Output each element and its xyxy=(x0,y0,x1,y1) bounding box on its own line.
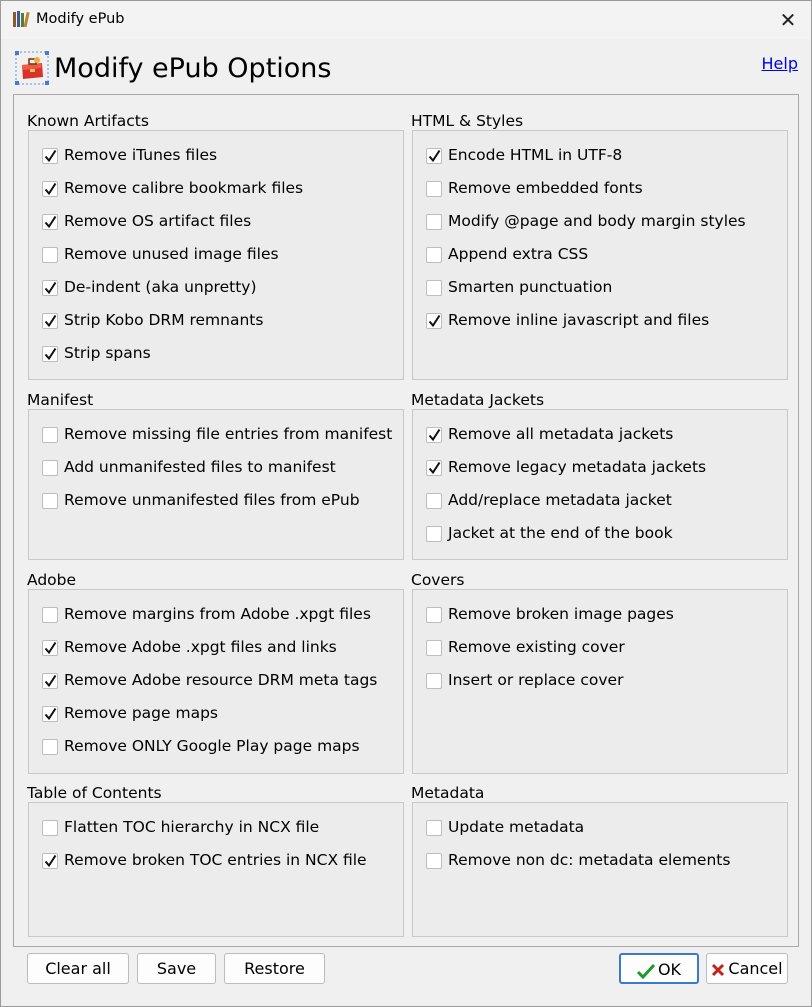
checkbox-label: Append extra CSS xyxy=(448,245,589,263)
checkbox[interactable] xyxy=(42,427,58,443)
books-icon xyxy=(12,10,30,28)
checkbox[interactable] xyxy=(42,673,58,689)
checkbox[interactable] xyxy=(426,427,442,443)
checkbox[interactable] xyxy=(426,148,442,164)
x-icon xyxy=(711,963,725,977)
checkbox[interactable] xyxy=(426,853,442,869)
checkbox-label: Remove OS artifact files xyxy=(64,212,252,230)
checkbox-label: De-indent (aka unpretty) xyxy=(64,278,257,296)
checkbox[interactable] xyxy=(426,214,442,230)
checkbox-label: Remove broken image pages xyxy=(448,605,674,623)
checkbox-label: Remove Adobe resource DRM meta tags xyxy=(64,671,378,689)
checkbox-label: Remove missing file entries from manifest xyxy=(64,425,393,443)
checkbox-label: Remove unused image files xyxy=(64,245,279,263)
checkbox-label: Remove iTunes files xyxy=(64,146,218,164)
checkbox[interactable] xyxy=(42,313,58,329)
window-title: Modify ePub xyxy=(36,11,125,27)
checkbox-label: Smarten punctuation xyxy=(448,278,613,296)
checkbox-label: Jacket at the end of the book xyxy=(448,524,673,542)
checkbox[interactable] xyxy=(426,493,442,509)
checkbox-label: Update metadata xyxy=(448,818,585,836)
checkbox[interactable] xyxy=(426,280,442,296)
cancel-button[interactable] xyxy=(706,953,788,984)
checkbox[interactable] xyxy=(42,346,58,362)
checkbox-label: Add/replace metadata jacket xyxy=(448,491,672,509)
checkbox[interactable] xyxy=(426,247,442,263)
group-title-toc: Table of Contents xyxy=(27,784,162,802)
checkbox[interactable] xyxy=(426,526,442,542)
ok-button[interactable] xyxy=(619,953,699,984)
checkbox[interactable] xyxy=(42,640,58,656)
cancel-label: Cancel xyxy=(728,959,783,978)
checkbox-label: Remove Adobe .xpgt files and links xyxy=(64,638,337,656)
save-button[interactable]: Save xyxy=(137,953,216,984)
checkbox[interactable] xyxy=(42,706,58,722)
checkbox-label: Remove inline javascript and files xyxy=(448,311,710,329)
checkbox[interactable] xyxy=(42,148,58,164)
checkbox-label: Remove page maps xyxy=(64,704,218,722)
checkbox-label: Insert or replace cover xyxy=(448,671,624,689)
checkbox-label: Remove margins from Adobe .xpgt files xyxy=(64,605,371,623)
checkbox-label: Encode HTML in UTF-8 xyxy=(448,146,623,164)
checkbox-label: Remove embedded fonts xyxy=(448,179,643,197)
clear-all-button[interactable]: Clear all xyxy=(27,953,129,984)
group-title-known: Known Artifacts xyxy=(27,112,149,130)
page-title: Modify ePub Options xyxy=(54,53,332,84)
checkbox[interactable] xyxy=(42,214,58,230)
checkbox-label: Remove legacy metadata jackets xyxy=(448,458,707,476)
checkbox[interactable] xyxy=(42,607,58,623)
checkbox[interactable] xyxy=(426,640,442,656)
checkbox-label: Strip Kobo DRM remnants xyxy=(64,311,264,329)
checkbox-label: Strip spans xyxy=(64,344,151,362)
title-bar xyxy=(1,1,811,39)
checkbox[interactable] xyxy=(426,607,442,623)
checkbox[interactable] xyxy=(42,820,58,836)
checkbox-label: Flatten TOC hierarchy in NCX file xyxy=(64,818,320,836)
checkbox[interactable] xyxy=(42,739,58,755)
help-link[interactable]: Help xyxy=(761,54,798,73)
checkbox[interactable] xyxy=(426,673,442,689)
checkbox[interactable] xyxy=(426,820,442,836)
group-title-adobe: Adobe xyxy=(27,571,77,589)
checkbox-label: Remove existing cover xyxy=(448,638,625,656)
group-title-metadata: Metadata xyxy=(411,784,485,802)
checkbox[interactable] xyxy=(42,247,58,263)
checkbox[interactable] xyxy=(426,460,442,476)
group-title-covers: Covers xyxy=(411,571,465,589)
check-icon xyxy=(637,963,655,979)
checkbox[interactable] xyxy=(42,460,58,476)
group-title-manifest: Manifest xyxy=(27,391,94,409)
ok-label: OK xyxy=(657,960,682,979)
close-icon[interactable]: ✕ xyxy=(779,8,797,32)
checkbox-label: Remove ONLY Google Play page maps xyxy=(64,737,360,755)
group-title-jackets: Metadata Jackets xyxy=(411,391,545,409)
checkbox[interactable] xyxy=(42,493,58,509)
checkbox-label: Remove broken TOC entries in NCX file xyxy=(64,851,367,869)
checkbox[interactable] xyxy=(426,313,442,329)
checkbox-label: Remove unmanifested files from ePub xyxy=(64,491,360,509)
restore-button[interactable]: Restore xyxy=(224,953,325,984)
checkbox-label: Remove non dc: metadata elements xyxy=(448,851,731,869)
checkbox[interactable] xyxy=(42,853,58,869)
checkbox-label: Modify @page and body margin styles xyxy=(448,212,746,230)
checkbox[interactable] xyxy=(42,181,58,197)
group-title-html: HTML & Styles xyxy=(411,112,524,130)
checkbox[interactable] xyxy=(426,181,442,197)
checkbox-label: Remove all metadata jackets xyxy=(448,425,674,443)
checkbox[interactable] xyxy=(42,280,58,296)
toolbox-icon xyxy=(15,51,49,85)
checkbox-label: Add unmanifested files to manifest xyxy=(64,458,336,476)
checkbox-label: Remove calibre bookmark files xyxy=(64,179,304,197)
